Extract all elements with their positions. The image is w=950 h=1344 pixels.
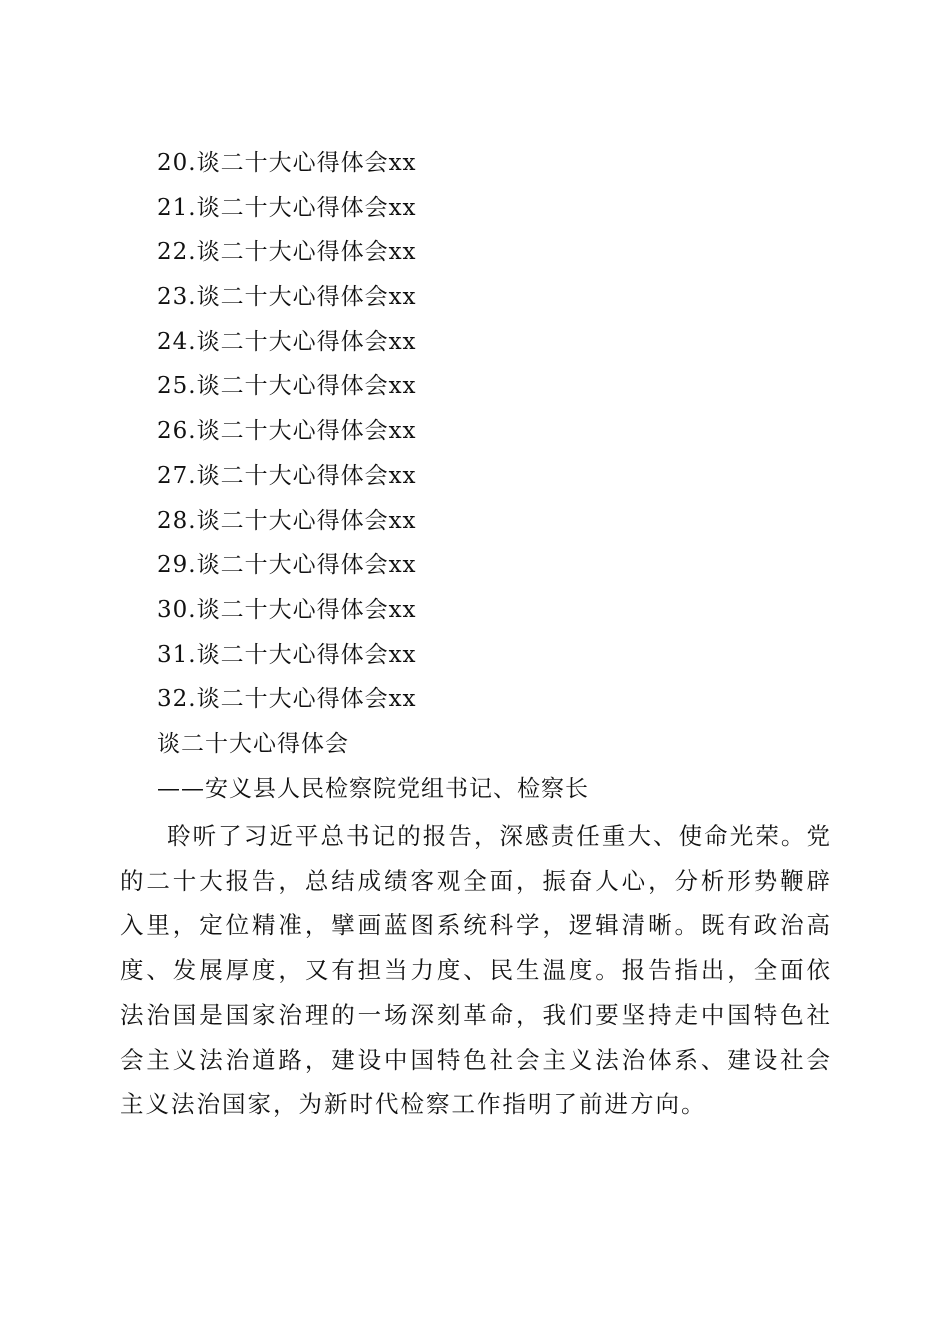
article-paragraph: 聆听了习近平总书记的报告，深感责任重大、使命光荣。党的二十大报告，总结成绩客观全面，振奋人心，分析形势鞭辟入里，定位精准，擘画蓝图系统科学，逻辑清晰。既有政治高度、发展厚度，又有担当力度、民生温度。报告指出，全面依法治国是国家治理的一场深刻革命，我们要坚持走中国特色社会主义法治道路，建设中国特色社会主义法治体系、建设社会主义法治国家，为新时代检察工作指明了前进方向。 bbox=[120, 822, 832, 1119]
toc-item: 22.谈二十大心得体会xx bbox=[157, 239, 417, 266]
toc-item: 32.谈二十大心得体会xx bbox=[157, 686, 417, 713]
toc-item: 31.谈二十大心得体会xx bbox=[157, 641, 417, 668]
table-of-contents bbox=[157, 146, 417, 727]
toc-item: 21.谈二十大心得体会xx bbox=[157, 194, 417, 221]
article-subtitle: ——安义县人民检察院党组书记、检察长 bbox=[157, 776, 589, 802]
toc-item: 24.谈二十大心得体会xx bbox=[157, 328, 417, 355]
article-title: 谈二十大心得体会 bbox=[157, 731, 349, 757]
toc-item: 20.谈二十大心得体会xx bbox=[157, 150, 417, 176]
toc-item: 29.谈二十大心得体会xx bbox=[157, 552, 417, 579]
toc-item: 25.谈二十大心得体会xx bbox=[157, 373, 417, 400]
toc-item: 30.谈二十大心得体会xx bbox=[157, 596, 417, 623]
toc-item: 27.谈二十大心得体会xx bbox=[157, 462, 417, 489]
toc-item: 23.谈二十大心得体会xx bbox=[157, 284, 417, 311]
toc-item: 28.谈二十大心得体会xx bbox=[157, 507, 417, 534]
toc-item: 26.谈二十大心得体会xx bbox=[157, 418, 417, 445]
